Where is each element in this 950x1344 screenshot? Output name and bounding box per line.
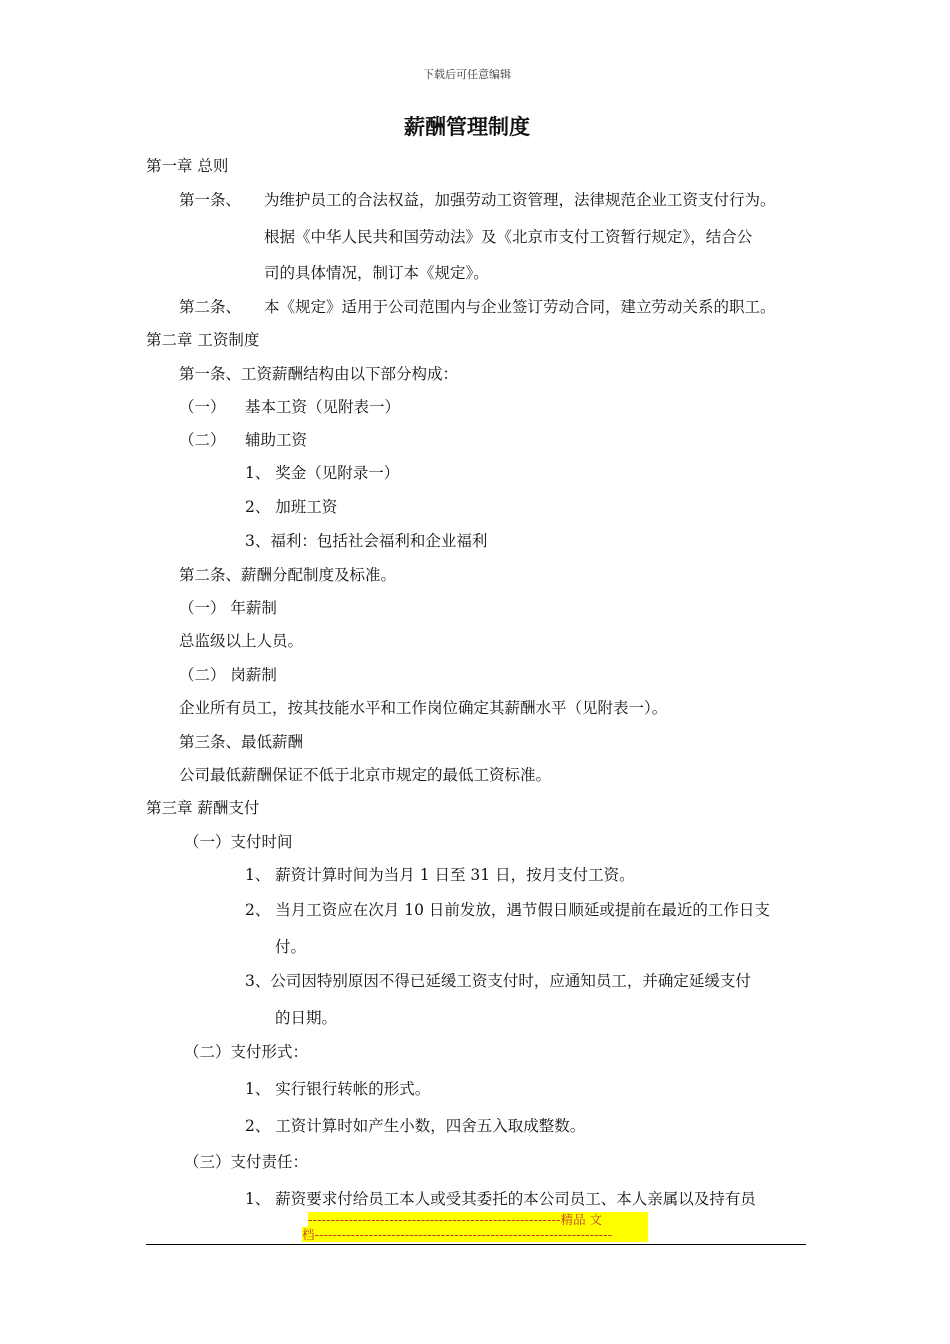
ch2-a1-item-2-number: （二） (179, 431, 226, 449)
ch2-a1-sub-1: 1、 奖金（见附录一） (245, 464, 400, 482)
ch2-a1-sub-3: 3、福利：包括社会福利和企业福利 (245, 532, 488, 550)
ch2-article-2: 第二条、薪酬分配制度及标准。 (179, 566, 397, 584)
ch3-i1-sub-3-line-1: 3、公司因特别原因不得已延缓工资支付时，应通知员工，并确定延缓支付 (245, 972, 751, 990)
ch1-article-1-line-1: 为维护员工的合法权益，加强劳动工资管理，法律规范企业工资支付行为。 (264, 191, 776, 209)
ch3-item-2: （二）支付形式： (184, 1043, 309, 1061)
footer-watermark-line-1: --------------------------------------------------------精品 文 (308, 1212, 648, 1227)
ch3-i3-sub-1: 1、 薪资要求付给员工本人或受其委托的本公司员工、本人亲属以及持有员 (245, 1190, 756, 1208)
ch3-i2-sub-2: 2、 工资计算时如产生小数，四舍五入取成整数。 (245, 1117, 586, 1135)
ch1-article-1-line-2: 根据《中华人民共和国劳动法》及《北京市支付工资暂行规定》，结合公 (264, 228, 753, 246)
ch2-a1-item-1-number: （一） (179, 398, 226, 416)
ch3-item-3: （三）支付责任： (184, 1153, 309, 1171)
ch1-article-1-label: 第一条、 (179, 191, 242, 209)
ch3-item-1: （一）支付时间 (184, 833, 293, 851)
footer-watermark-line-2: 档------------------------------------------------------------------ (302, 1227, 648, 1242)
ch2-article-1: 第一条、工资薪酬结构由以下部分构成： (179, 365, 459, 383)
page-header-note: 下载后可任意编辑 (423, 68, 511, 81)
chapter-3-heading: 第三章 薪酬支付 (146, 799, 260, 817)
chapter-1-heading: 第一章 总则 (146, 157, 229, 175)
ch2-a2-item-2-text: 企业所有员工，按其技能水平和工作岗位确定其薪酬水平（见附表一）。 (179, 699, 668, 717)
footer-divider (146, 1244, 806, 1245)
ch1-article-2-label: 第二条、 (179, 298, 242, 316)
ch3-i1-sub-1: 1、 薪资计算时间为当月 1 日至 31 日，按月支付工资。 (245, 866, 635, 884)
ch2-a1-sub-2: 2、 加班工资 (245, 498, 338, 516)
ch2-a2-item-1: （一） 年薪制 (179, 599, 277, 617)
ch1-article-2-line-1: 本《规定》适用于公司范围内与企业签订劳动合同，建立劳动关系的职工。 (264, 298, 776, 316)
ch2-a2-item-2: （二） 岗薪制 (179, 666, 277, 684)
ch1-article-1-line-3: 司的具体情况，制订本《规定》。 (264, 264, 489, 282)
ch3-i1-sub-2-line-2: 付。 (275, 938, 307, 956)
document-title: 薪酬管理制度 (404, 115, 530, 139)
ch3-i1-sub-2-line-1: 2、 当月工资应在次月 10 日前发放，遇节假日顺延或提前在最近的工作日支 (245, 901, 770, 919)
ch2-a1-item-2: 辅助工资 (245, 431, 308, 449)
ch3-i1-sub-3-line-2: 的日期。 (275, 1009, 338, 1027)
ch3-i2-sub-1: 1、 实行银行转帐的形式。 (245, 1080, 431, 1098)
chapter-2-heading: 第二章 工资制度 (146, 331, 260, 349)
ch2-article-3: 第三条、最低薪酬 (179, 733, 304, 751)
ch2-article-3-text: 公司最低薪酬保证不低于北京市规定的最低工资标准。 (179, 766, 552, 784)
ch2-a2-item-1-text: 总监级以上人员。 (179, 632, 304, 650)
ch2-a1-item-1: 基本工资（见附表一） (245, 398, 401, 416)
